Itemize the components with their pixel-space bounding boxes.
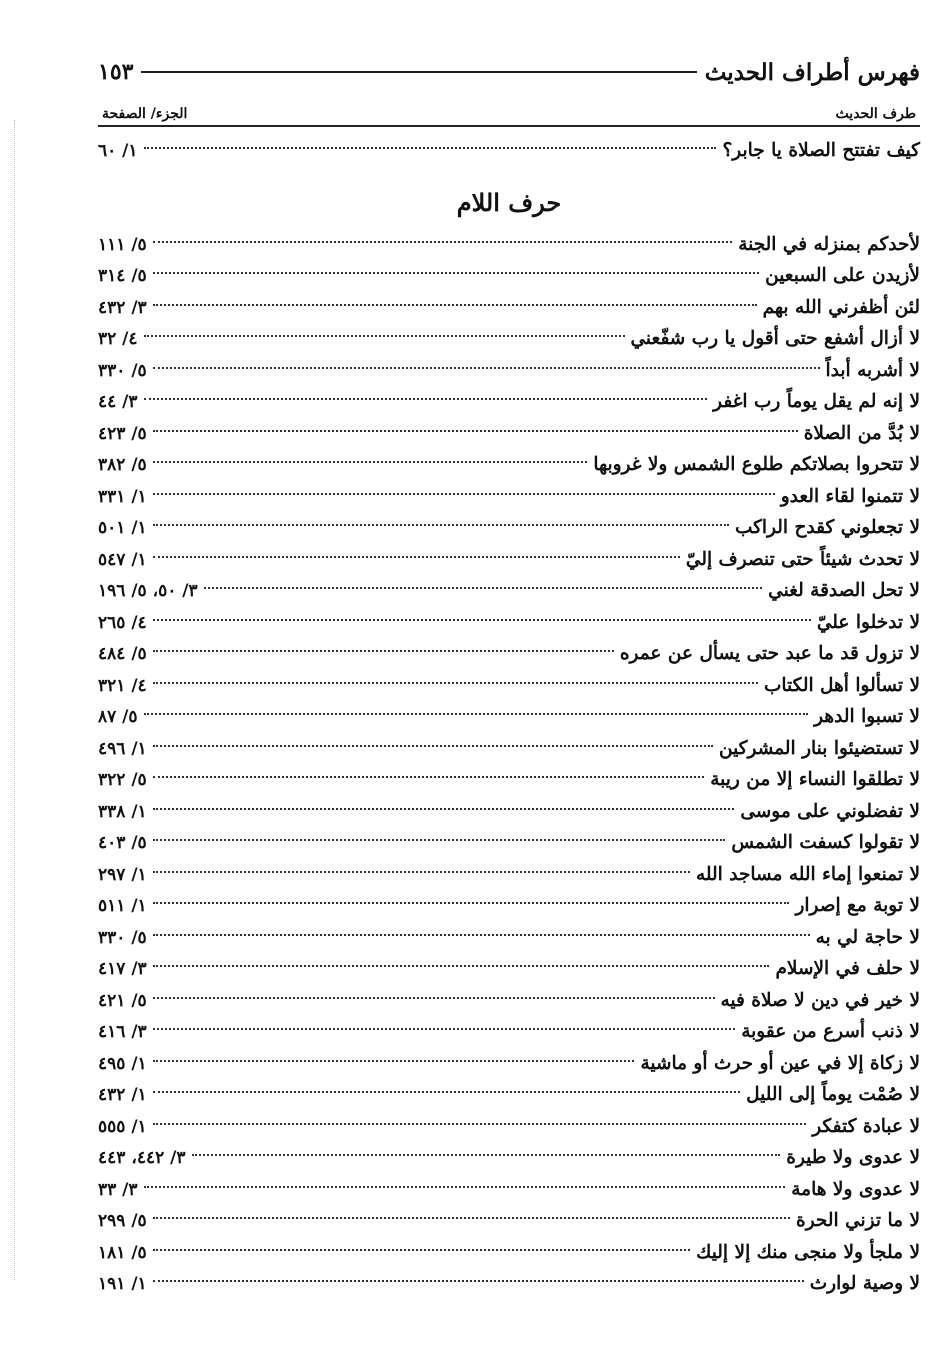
entry-reference: ٥/ ٤٠٣ [98, 833, 147, 853]
index-entry [98, 260, 920, 292]
entry-reference: ١/ ٥٤٧ [98, 549, 147, 570]
entry-reference: ٥/ ٢٩٩ [98, 1211, 147, 1231]
dot-leader [153, 934, 810, 936]
index-entry [98, 764, 920, 796]
entry-text: لا تفضلوني على موسى [740, 800, 920, 822]
entry-reference: ١/ ٥١١ [98, 896, 147, 916]
index-entry [98, 607, 920, 639]
dot-leader [144, 713, 809, 715]
index-entry [98, 512, 920, 544]
dot-leader [192, 1154, 781, 1156]
entry-text: لا تسبوا الدهر [814, 706, 920, 727]
entry-text: لأزيدن على السبعين [765, 265, 920, 286]
entry-text: لا تحدث شيئاً حتى تنصرف إليّ [685, 548, 920, 570]
column-header-volume-page: الجزء/ الصفحة [102, 106, 188, 122]
index-entry [98, 135, 920, 167]
dot-leader [144, 147, 717, 149]
entry-text: كيف تفتتح الصلاة يا جابر؟ [722, 140, 920, 161]
entry-reference: ١/ ٣٣٨ [98, 801, 147, 822]
header-title: فهرس أطراف الحديث [704, 58, 920, 86]
dot-leader [153, 241, 733, 243]
index-entry [98, 1111, 920, 1143]
entry-reference: ١/ ٢٩٧ [98, 864, 147, 885]
index-entry [98, 418, 920, 450]
dot-leader [153, 965, 770, 967]
entry-reference: ٥/ ٨٧ [98, 707, 138, 727]
column-headers [98, 94, 920, 127]
entry-reference: ٤/ ٢٦٥ [98, 612, 147, 633]
entry-reference: ٥/ ٤٢٣ [98, 423, 147, 444]
dot-leader [153, 272, 759, 274]
dot-leader [153, 524, 729, 526]
index-entry [98, 1237, 920, 1269]
entry-text: لا تزول قد ما عبد حتى يسأل عن عمره [619, 643, 920, 664]
entry-reference: ٥/ ٤٨٤ [98, 644, 147, 664]
index-entry [98, 481, 920, 513]
index-entry [98, 1079, 920, 1111]
entry-reference: ٥/ ٣٣٠ [98, 360, 147, 381]
entry-text: لا حلف في الإسلام [775, 958, 920, 979]
entry-reference: ١/ ٤٩٥ [98, 1053, 147, 1074]
entry-reference: ١/ ٣٣١ [98, 486, 147, 507]
entry-text: لا تمنعوا إماء الله مساجد الله [695, 863, 920, 885]
header-rule [141, 71, 696, 73]
entry-reference: ١/ ٦٠ [98, 141, 138, 161]
entry-text: لا حاجة لي به [815, 926, 920, 948]
entry-text: لا تتمنوا لقاء العدو [780, 485, 920, 507]
index-entry [98, 827, 920, 859]
dot-leader [144, 335, 625, 337]
entry-text: لا تدخلوا عليّ [816, 611, 920, 633]
section-heading: حرف اللام [456, 187, 562, 217]
entry-reference: ٣/ ٤٤ [98, 392, 138, 412]
dot-leader [153, 1091, 740, 1093]
entry-reference: ٥/ ٣٨٢ [98, 455, 147, 475]
entry-reference: ٣/ ٤١٦ [98, 1022, 147, 1042]
entry-text: لئن أظفرني الله بهم [762, 296, 920, 318]
entry-text: لا تقولوا كسفت الشمس [731, 832, 920, 853]
dot-leader [144, 1186, 786, 1188]
entry-text: لا تستضيئوا بنار المشركين [719, 737, 920, 759]
index-entry [98, 1048, 920, 1080]
entry-reference: ٥/ ٤٢١ [98, 990, 147, 1011]
entry-reference: ١/ ٥٠١ [98, 518, 147, 538]
dot-leader [153, 493, 775, 495]
entry-reference: ٣/ ٤٤٢، ٤٤٣ [98, 1148, 186, 1168]
dot-leader [153, 745, 713, 747]
index-entry [98, 985, 920, 1017]
entry-reference: ٣/ ٣٣ [98, 1179, 138, 1200]
dot-leader [153, 902, 790, 904]
index-entry [98, 1142, 920, 1174]
entry-text: لا ذنب أسرع من عقوبة [741, 1021, 920, 1042]
entry-text: لأحدكم بمنزله في الجنة [738, 233, 920, 255]
entry-reference: ٣/ ٤١٧ [98, 959, 147, 979]
entry-reference: ٤/ ٣٢ [98, 329, 138, 349]
index-entry [98, 922, 920, 954]
entry-reference: ١/ ٤٣٢ [98, 1085, 147, 1105]
index-entry [98, 229, 920, 261]
index-entry [98, 386, 920, 418]
entry-text: لا صُمْت يوماً إلى الليل [746, 1084, 920, 1105]
index-entry [98, 1174, 920, 1206]
dot-leader [153, 304, 757, 306]
entry-text: لا توبة مع إصرار [795, 895, 920, 916]
dot-leader [153, 650, 614, 652]
dot-leader [153, 682, 758, 684]
index-entry [98, 355, 920, 387]
entry-reference: ١/ ١٩١ [98, 1274, 147, 1294]
entry-text: لا تجعلوني كقدح الراكب [734, 517, 920, 538]
index-entry [98, 859, 920, 891]
index-entry [98, 890, 920, 922]
entry-text: لا تتحروا بصلاتكم طلوع الشمس ولا غروبها [593, 454, 920, 475]
dot-leader [153, 997, 715, 999]
index-entry [98, 638, 920, 670]
dot-leader [153, 808, 735, 810]
dot-leader [153, 430, 798, 432]
entry-text: لا ملجأ ولا منجى منك إلا إليك [696, 1241, 920, 1263]
dot-leader [153, 367, 820, 369]
dot-leader [153, 776, 705, 778]
entry-reference: ١/ ٤٩٦ [98, 738, 147, 759]
index-entry [98, 323, 920, 355]
column-header-hadith: طرف الحديث [835, 106, 916, 122]
entry-reference: ١/ ٥٥٥ [98, 1116, 147, 1137]
dot-leader [153, 1028, 736, 1030]
entry-reference: ٥/ ١٨١ [98, 1242, 147, 1263]
dot-leader [204, 587, 763, 589]
entry-text: لا أشربه أبداً [825, 359, 920, 381]
index-entry [98, 796, 920, 828]
index-entry [98, 670, 920, 702]
index-entry [98, 1016, 920, 1048]
entry-text: لا بُدَّ من الصلاة [803, 422, 920, 444]
entry-reference: ٤/ ٣٢١ [98, 675, 147, 696]
dot-leader [153, 1280, 804, 1282]
dot-leader [153, 871, 690, 873]
entry-text: لا خير في دين لا صلاة فيه [720, 989, 920, 1011]
dot-leader [153, 839, 726, 841]
dot-leader [153, 1123, 807, 1125]
entry-text: لا وصية لوارث [809, 1273, 920, 1294]
index-entry [98, 953, 920, 985]
running-header [98, 50, 920, 94]
entry-reference: ٥/ ٣٣٠ [98, 927, 147, 948]
entry-reference: ٣/ ٤٣٢ [98, 297, 147, 318]
margin-crease [14, 120, 16, 1280]
entry-text: لا أزال أشفع حتى أقول يا رب شفّعني [630, 328, 920, 349]
entry-text: لا عدوى ولا طيرة [786, 1147, 920, 1168]
dot-leader [153, 1217, 790, 1219]
page-number: ١٥٣ [98, 59, 134, 85]
entry-reference: ٥/ ١١١ [98, 234, 147, 255]
dot-leader [153, 1060, 635, 1062]
index-entry [98, 449, 920, 481]
index-entry [98, 701, 920, 733]
entry-text: لا ما تزني الحرة [796, 1210, 920, 1231]
entry-reference: ٥/ ٣٢٢ [98, 770, 147, 790]
index-entry [98, 575, 920, 607]
entry-text: لا عبادة كتفكر [812, 1115, 920, 1137]
index-entry [98, 1268, 920, 1300]
entry-text: لا تطلقوا النساء إلا من ريبة [710, 769, 920, 790]
index-page [98, 50, 920, 1300]
entry-reference: ٣/ ٥٠، ٥/ ١٩٦ [98, 581, 198, 601]
entry-text: لا عدوى ولا هامة [791, 1178, 920, 1200]
entry-text: لا زكاة إلا في عين أو حرث أو ماشية [640, 1052, 920, 1074]
index-entry [98, 544, 920, 576]
entry-text: لا تحل الصدقة لغني [768, 580, 920, 601]
dot-leader [144, 398, 708, 400]
index-entry [98, 733, 920, 765]
index-entry [98, 1205, 920, 1237]
entry-list [98, 229, 920, 1300]
dot-leader [153, 556, 680, 558]
dot-leader [153, 619, 811, 621]
dot-leader [153, 461, 588, 463]
index-entry [98, 292, 920, 324]
entry-text: لا تسألوا أهل الكتاب [763, 674, 920, 696]
entry-text: لا إنه لم يقل يوماً رب اغفر [713, 391, 920, 412]
entry-reference: ٥/ ٣١٤ [98, 266, 147, 286]
dot-leader [153, 1249, 690, 1251]
